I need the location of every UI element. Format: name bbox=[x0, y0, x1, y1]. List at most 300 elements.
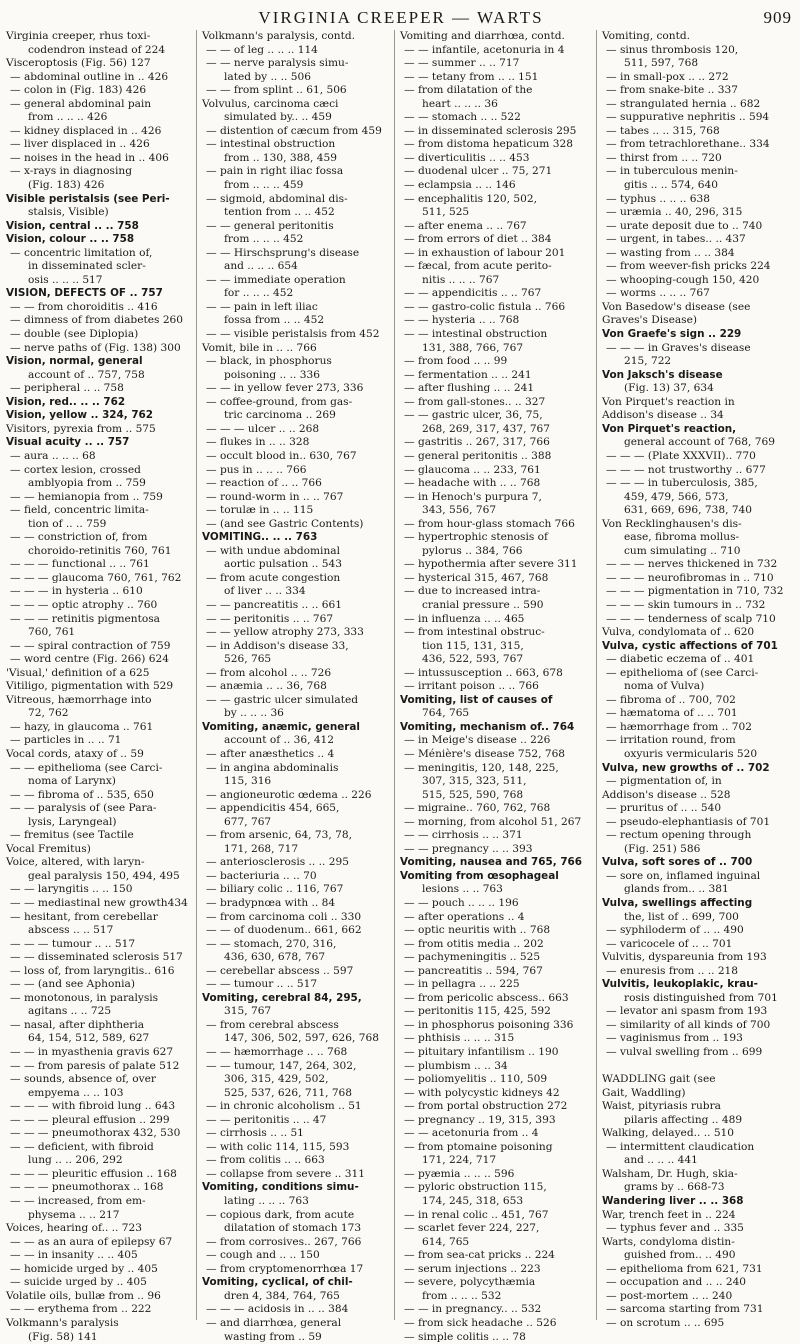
index-subentry: — — tumour, 147, 264, 302, bbox=[202, 1060, 388, 1074]
index-subentry: — pain in right iliac fossa bbox=[202, 165, 388, 179]
index-subentry: (Fig. 251) 586 bbox=[602, 843, 796, 857]
index-subentry: — — hemianopia from .. 759 bbox=[6, 491, 190, 505]
index-subentry: — in tuberculous menin- bbox=[602, 165, 796, 179]
index-entry: Visceroptosis (Fig. 56) 127 bbox=[6, 57, 190, 71]
index-entry: Vocal Fremitus) bbox=[6, 843, 190, 857]
index-subentry: 215, 722 bbox=[602, 355, 796, 369]
index-subentry: 268, 269, 317, 437, 767 bbox=[400, 423, 590, 437]
index-subentry: — pregnancy .. 19, 315, 393 bbox=[400, 1114, 590, 1128]
index-subentry: — — — in tuberculosis, 385, bbox=[602, 477, 796, 491]
index-subentry: — — laryngitis .. .. 150 bbox=[6, 883, 190, 897]
index-subentry: — torulæ in .. .. 115 bbox=[202, 504, 388, 518]
column-rule bbox=[596, 30, 597, 1320]
index-subentry: — pruritus of .. .. 540 bbox=[602, 802, 796, 816]
index-subentry: grams by .. 668-73 bbox=[602, 1181, 796, 1195]
index-subentry: — — — tumour .. .. 517 bbox=[6, 938, 190, 952]
index-subentry: — pigmentation of, in bbox=[602, 775, 796, 789]
index-subentry: — duodenal ulcer .. 75, 271 bbox=[400, 165, 590, 179]
index-subentry: — sore on, inflamed inguinal bbox=[602, 870, 796, 884]
index-subentry: — poliomyelitis .. 110, 509 bbox=[400, 1073, 590, 1087]
index-subentry: — typhus .. .. .. 638 bbox=[602, 193, 796, 207]
index-subentry: 760, 761 bbox=[6, 626, 190, 640]
index-entry: Visual acuity .. .. 757 bbox=[6, 436, 190, 450]
index-subentry: — intussusception .. 663, 678 bbox=[400, 667, 590, 681]
index-subentry: — — — pneumothorax .. 168 bbox=[6, 1181, 190, 1195]
index-subentry: — epithelioma of (see Carci- bbox=[602, 667, 796, 681]
index-entry: Virginia creeper, rhus toxi- bbox=[6, 30, 190, 44]
index-subentry: 343, 556, 767 bbox=[400, 504, 590, 518]
index-subentry: — pancreatitis .. 594, 767 bbox=[400, 965, 590, 979]
index-subentry: — appendicitis 454, 665, bbox=[202, 802, 388, 816]
index-entry: Vulva, new growths of .. 702 bbox=[602, 762, 796, 776]
index-subentry: — — — acidosis in .. .. 384 bbox=[202, 1303, 388, 1317]
index-subentry: — peritonitis 115, 425, 592 bbox=[400, 1005, 590, 1019]
index-subentry: 171, 268, 717 bbox=[202, 843, 388, 857]
index-subentry: — pyloric obstruction 115, bbox=[400, 1181, 590, 1195]
index-subentry: — levator ani spasm from 193 bbox=[602, 1005, 796, 1019]
index-subentry: — double (see Diplopia) bbox=[6, 328, 190, 342]
index-subentry: — bradypnœa with .. 84 bbox=[202, 897, 388, 911]
index-subentry: 115, 316 bbox=[202, 775, 388, 789]
index-subentry: — suppurative nephritis .. 594 bbox=[602, 111, 796, 125]
index-subentry: — in Addison's disease 33, bbox=[202, 640, 388, 654]
index-subentry: — — general peritonitis bbox=[202, 220, 388, 234]
index-subentry: pilaris affecting .. 489 bbox=[602, 1114, 796, 1128]
index-entry: Addison's disease .. 34 bbox=[602, 409, 796, 423]
index-subentry: — from dilatation of the bbox=[400, 84, 590, 98]
index-subentry: — hæmatoma of .. .. 701 bbox=[602, 707, 796, 721]
index-subentry: 315, 767 bbox=[202, 1005, 388, 1019]
index-entry: Vision, normal, general bbox=[6, 355, 190, 369]
index-subentry: — headache with .. .. 768 bbox=[400, 477, 590, 491]
index-entry: Von Jaksch's disease bbox=[602, 369, 796, 383]
index-subentry: — migraine.. 760, 762, 768 bbox=[400, 802, 590, 816]
index-subentry: — in influenza .. .. 465 bbox=[400, 613, 590, 627]
column-rule bbox=[394, 30, 395, 1320]
index-subentry: — from tetrachlorethane.. 334 bbox=[602, 138, 796, 152]
index-subentry: geal paralysis 150, 494, 495 bbox=[6, 870, 190, 884]
index-subentry: — with polycystic kidneys 42 bbox=[400, 1087, 590, 1101]
index-entry: Vomiting, cerebral 84, 295, bbox=[202, 992, 388, 1006]
index-subentry: tion 115, 131, 315, bbox=[400, 640, 590, 654]
index-subentry: and .. .. .. 441 bbox=[602, 1154, 796, 1168]
index-subentry: — vulval swelling from .. 699 bbox=[602, 1046, 796, 1060]
index-subentry: — syphiloderm of .. .. 490 bbox=[602, 924, 796, 938]
index-subentry: — optic neuritis with .. 768 bbox=[400, 924, 590, 938]
index-subentry: — after anæsthetics .. 4 bbox=[202, 748, 388, 762]
index-subentry: oxyuris vermicularis 520 bbox=[602, 748, 796, 762]
index-subentry: — biliary colic .. 116, 767 bbox=[202, 883, 388, 897]
running-header bbox=[10, 8, 792, 28]
index-entry: Wandering liver .. .. 368 bbox=[602, 1195, 796, 1209]
index-subentry: — from food .. .. 99 bbox=[400, 355, 590, 369]
index-subentry: — in small-pox .. .. 272 bbox=[602, 71, 796, 85]
index-subentry: ease, fibroma mollus- bbox=[602, 531, 796, 545]
index-subentry: — — — nerves thickened in 732 bbox=[602, 558, 796, 572]
index-entry: VISION, DEFECTS OF .. 757 bbox=[6, 287, 190, 301]
index-subentry: — in pellagra .. .. 225 bbox=[400, 978, 590, 992]
index-subentry: — vaginismus from .. 193 bbox=[602, 1032, 796, 1046]
index-subentry: — aura .. .. .. 68 bbox=[6, 450, 190, 464]
index-subentry: — enuresis from .. .. 218 bbox=[602, 965, 796, 979]
index-subentry: — cerebellar abscess .. 597 bbox=[202, 965, 388, 979]
index-entry: Vomiting, nausea and 765, 766 bbox=[400, 856, 590, 870]
index-entry: Walking, delayed.. .. 510 bbox=[602, 1127, 796, 1141]
index-subentry: — occupation and .. .. 240 bbox=[602, 1276, 796, 1290]
index-subentry: — suicide urged by .. 405 bbox=[6, 1276, 190, 1290]
index-subentry: — dimness of from diabetes 260 bbox=[6, 314, 190, 328]
index-subentry: — — — (Plate XXXVII).. 770 bbox=[602, 450, 796, 464]
index-subentry: — hesitant, from cerebellar bbox=[6, 911, 190, 925]
index-column-2 bbox=[202, 30, 388, 1320]
index-subentry: — — pain in left iliac bbox=[202, 301, 388, 315]
index-subentry: — cirrhosis .. .. 51 bbox=[202, 1127, 388, 1141]
index-subentry: — noises in the head in .. 406 bbox=[6, 152, 190, 166]
index-subentry: — from portal obstruction 272 bbox=[400, 1100, 590, 1114]
index-subentry: 72, 762 bbox=[6, 707, 190, 721]
index-subentry: — from sea-cat pricks .. 224 bbox=[400, 1249, 590, 1263]
index-subentry: — — — pneumothorax 432, 530 bbox=[6, 1127, 190, 1141]
index-entry: Vision, yellow .. 324, 762 bbox=[6, 409, 190, 423]
index-subentry: — — peritonitis .. .. 767 bbox=[202, 613, 388, 627]
index-subentry: — — constriction of, from bbox=[6, 531, 190, 545]
index-subentry: — occult blood in.. 630, 767 bbox=[202, 450, 388, 464]
index-subentry: — — hysteria .. .. 768 bbox=[400, 314, 590, 328]
index-subentry: — from corrosives.. 267, 766 bbox=[202, 1236, 388, 1250]
index-subentry: — flukes in .. .. 328 bbox=[202, 436, 388, 450]
index-entry: Vomiting, anæmic, general bbox=[202, 721, 388, 735]
index-entry: War, trench feet in .. 224 bbox=[602, 1209, 796, 1223]
index-entry: WADDLING gait (see bbox=[602, 1073, 796, 1087]
index-subentry: — in renal colic .. 451, 767 bbox=[400, 1209, 590, 1223]
index-entry: Vomiting from œsophageal bbox=[400, 870, 590, 884]
index-subentry: — pachymeningitis .. 525 bbox=[400, 951, 590, 965]
index-subentry: — in Henoch's purpura 7, bbox=[400, 491, 590, 505]
index-subentry: tric carcinoma .. 269 bbox=[202, 409, 388, 423]
index-subentry: — sigmoid, abdominal dis- bbox=[202, 193, 388, 207]
index-subentry: poisoning .. .. 336 bbox=[202, 369, 388, 383]
index-subentry: — — mediastinal new growth434 bbox=[6, 897, 190, 911]
index-entry: Von Recklinghausen's dis- bbox=[602, 518, 796, 532]
index-subentry: lated by .. .. 506 bbox=[202, 71, 388, 85]
index-subentry: — simple colitis .. .. 78 bbox=[400, 1331, 590, 1344]
index-subentry: — — peritonitis .. .. 47 bbox=[202, 1114, 388, 1128]
index-subentry: gitis .. .. 574, 640 bbox=[602, 179, 796, 193]
index-subentry: — — visible peristalsis from 452 bbox=[202, 328, 388, 342]
index-subentry: — — paralysis of (see Para- bbox=[6, 802, 190, 816]
index-entry: Vulva, cystic affections of 701 bbox=[602, 640, 796, 654]
index-subentry: — after operations .. 4 bbox=[400, 911, 590, 925]
index-subentry: 174, 245, 318, 653 bbox=[400, 1195, 590, 1209]
index-entry bbox=[602, 1060, 796, 1074]
index-subentry: — — pouch .. .. .. 196 bbox=[400, 897, 590, 911]
index-subentry: amblyopia from .. 759 bbox=[6, 477, 190, 491]
index-column-3 bbox=[400, 30, 590, 1320]
index-subentry: cranial pressure .. 590 bbox=[400, 599, 590, 613]
index-subentry: — — of leg .. .. .. 114 bbox=[202, 44, 388, 58]
index-subentry: — uræmia .. 40, 296, 315 bbox=[602, 206, 796, 220]
index-subentry: — — — pigmentation in 710, 732 bbox=[602, 585, 796, 599]
index-subentry: — — — glaucoma 760, 761, 762 bbox=[6, 572, 190, 586]
column-rule bbox=[196, 30, 197, 1320]
index-subentry: — post-mortem .. .. 240 bbox=[602, 1290, 796, 1304]
index-subentry: — — summer .. .. 717 bbox=[400, 57, 590, 71]
index-subentry: — — nerve paralysis simu- bbox=[202, 57, 388, 71]
index-subentry: — — increased, from em- bbox=[6, 1195, 190, 1209]
index-subentry: — scarlet fever 224, 227, bbox=[400, 1222, 590, 1236]
index-subentry: — — gastric ulcer simulated bbox=[202, 694, 388, 708]
index-subentry: — — as an aura of epilepsy 67 bbox=[6, 1236, 190, 1250]
index-subentry: — after flushing .. .. 241 bbox=[400, 382, 590, 396]
index-subentry: — nerve paths of (Fig. 138) 300 bbox=[6, 342, 190, 356]
index-subentry: — — cirrhosis .. .. 371 bbox=[400, 829, 590, 843]
index-subentry: — glaucoma .. .. 233, 761 bbox=[400, 464, 590, 478]
index-subentry: — Ménière's disease 752, 768 bbox=[400, 748, 590, 762]
index-subentry: — — stomach .. .. 522 bbox=[400, 111, 590, 125]
index-subentry: — from arsenic, 64, 73, 78, bbox=[202, 829, 388, 843]
index-entry: Vulva, swellings affecting bbox=[602, 897, 796, 911]
index-subentry: — diverticulitis .. .. 453 bbox=[400, 152, 590, 166]
index-subentry: — tabes .. .. 315, 768 bbox=[602, 125, 796, 139]
index-subentry: heart .. .. .. 36 bbox=[400, 98, 590, 112]
index-subentry: of liver .. .. 334 bbox=[202, 585, 388, 599]
index-subentry: — from hour-glass stomach 766 bbox=[400, 518, 590, 532]
index-subentry: tion of .. .. 759 bbox=[6, 518, 190, 532]
index-subentry: — — in pregnancy.. .. 532 bbox=[400, 1303, 590, 1317]
index-entry: Visitors, pyrexia from .. 575 bbox=[6, 423, 190, 437]
index-subentry: — — intestinal obstruction bbox=[400, 328, 590, 342]
index-entry: Vulvitis, leukoplakic, krau- bbox=[602, 978, 796, 992]
index-subentry: — — tetany from .. .. 151 bbox=[400, 71, 590, 85]
index-subentry: — phthisis .. .. .. 315 bbox=[400, 1032, 590, 1046]
index-subentry: — (and see Gastric Contents) bbox=[202, 518, 388, 532]
index-subentry: — — — retinitis pigmentosa bbox=[6, 613, 190, 627]
index-subentry: from .. .. .. 459 bbox=[202, 179, 388, 193]
index-subentry: — hypothermia after severe 311 bbox=[400, 558, 590, 572]
index-subentry: — — — optic atrophy .. 760 bbox=[6, 599, 190, 613]
index-entry: Vulvitis, dyspareunia from 193 bbox=[602, 951, 796, 965]
index-subentry: 631, 669, 696, 738, 740 bbox=[602, 504, 796, 518]
index-entry: Von Graefe's sign .. 229 bbox=[602, 328, 796, 342]
index-subentry: — from errors of diet .. 384 bbox=[400, 233, 590, 247]
index-subentry: — wasting from .. .. 384 bbox=[602, 247, 796, 261]
index-entry: Voices, hearing of.. .. 723 bbox=[6, 1222, 190, 1236]
index-subentry: — cortex lesion, crossed bbox=[6, 464, 190, 478]
index-subentry: — — infantile, acetonuria in 4 bbox=[400, 44, 590, 58]
index-subentry: — plumbism .. .. 34 bbox=[400, 1060, 590, 1074]
index-subentry: — whooping-cough 150, 420 bbox=[602, 274, 796, 288]
index-entry: Vomiting and diarrhœa, contd. bbox=[400, 30, 590, 44]
index-subentry: — — disseminated sclerosis 517 bbox=[6, 951, 190, 965]
index-subentry: — coffee-ground, from gas- bbox=[202, 396, 388, 410]
index-subentry: — — — pleural effusion .. 299 bbox=[6, 1114, 190, 1128]
index-subentry: — from cryptomenorrhœa 17 bbox=[202, 1263, 388, 1277]
index-subentry: 764, 765 bbox=[400, 707, 590, 721]
index-subentry: pylorus .. 384, 766 bbox=[400, 545, 590, 559]
index-entry: Visible peristalsis (see Peri- bbox=[6, 193, 190, 207]
index-subentry: — general peritonitis .. 388 bbox=[400, 450, 590, 464]
index-subentry: — — gastro-colic fistula .. 766 bbox=[400, 301, 590, 315]
index-subentry: — strangulated hernia .. 682 bbox=[602, 98, 796, 112]
index-subentry: — irritant poison .. .. 766 bbox=[400, 680, 590, 694]
index-subentry: — in Meige's disease .. 226 bbox=[400, 734, 590, 748]
index-entry: Waist, pityriasis rubra bbox=[602, 1100, 796, 1114]
index-subentry: 436, 522, 593, 767 bbox=[400, 653, 590, 667]
index-subentry: lung .. .. 206, 292 bbox=[6, 1154, 190, 1168]
index-column-1 bbox=[6, 30, 190, 1320]
index-subentry: by .. .. .. 36 bbox=[202, 707, 388, 721]
index-subentry: — eclampsia .. .. 146 bbox=[400, 179, 590, 193]
index-subentry: — sarcoma starting from 731 bbox=[602, 1303, 796, 1317]
index-subentry: 511, 597, 768 bbox=[602, 57, 796, 71]
index-subentry: — from cerebral abscess bbox=[202, 1019, 388, 1033]
index-subentry: — meningitis, 120, 148, 225, bbox=[400, 762, 590, 776]
index-subentry: — pseudo-elephantiasis of 701 bbox=[602, 816, 796, 830]
index-subentry: empyema .. .. 103 bbox=[6, 1087, 190, 1101]
index-subentry: — hazy, in glaucoma .. 761 bbox=[6, 721, 190, 735]
index-subentry: — — yellow atrophy 273, 333 bbox=[202, 626, 388, 640]
index-subentry: — — epithelioma (see Carci- bbox=[6, 762, 190, 776]
index-subentry: — — Hirschsprung's disease bbox=[202, 247, 388, 261]
index-entry: Addison's disease .. 528 bbox=[602, 789, 796, 803]
index-subentry: fossa from .. .. 452 bbox=[202, 314, 388, 328]
index-subentry: osis .. .. .. 517 bbox=[6, 274, 190, 288]
index-entry: Gait, Waddling) bbox=[602, 1087, 796, 1101]
index-subentry: — colon in (Fig. 183) 426 bbox=[6, 84, 190, 98]
index-subentry: 677, 767 bbox=[202, 816, 388, 830]
index-subentry: — round-worm in .. .. 767 bbox=[202, 491, 388, 505]
index-subentry: the, list of .. 699, 700 bbox=[602, 911, 796, 925]
index-subentry: — black, in phosphorus bbox=[202, 355, 388, 369]
index-subentry: — — erythema from .. 222 bbox=[6, 1303, 190, 1317]
index-subentry: — morning, from alcohol 51, 267 bbox=[400, 816, 590, 830]
index-subentry: — epithelioma from 621, 731 bbox=[602, 1263, 796, 1277]
index-subentry: — with colic 114, 115, 593 bbox=[202, 1141, 388, 1155]
index-entry: Warts, condyloma distin- bbox=[602, 1236, 796, 1250]
index-subentry: wasting from .. 59 bbox=[202, 1331, 388, 1344]
index-subentry: — from snake-bite .. 337 bbox=[602, 84, 796, 98]
index-subentry: — field, concentric limita- bbox=[6, 504, 190, 518]
index-subentry: — liver displaced in .. 426 bbox=[6, 138, 190, 152]
index-subentry: — from alcohol .. .. 726 bbox=[202, 667, 388, 681]
index-subentry: guished from.. .. 490 bbox=[602, 1249, 796, 1263]
index-entry: Vision, central .. .. 758 bbox=[6, 220, 190, 234]
index-subentry: — from intestinal obstruc- bbox=[400, 626, 590, 640]
index-subentry: general account of 768, 769 bbox=[602, 436, 796, 450]
index-subentry: — — — in Graves's disease bbox=[602, 342, 796, 356]
index-subentry: — general abdominal pain bbox=[6, 98, 190, 112]
index-subentry: — — — tenderness of scalp 710 bbox=[602, 613, 796, 627]
index-subentry: — in chronic alcoholism .. 51 bbox=[202, 1100, 388, 1114]
index-subentry: — — pancreatitis .. .. 661 bbox=[202, 599, 388, 613]
index-entry: Volkmann's paralysis bbox=[6, 1317, 190, 1331]
index-subentry: account of .. 36, 412 bbox=[202, 734, 388, 748]
index-subentry: — x-rays in diagnosing bbox=[6, 165, 190, 179]
index-subentry: (Fig. 183) 426 bbox=[6, 179, 190, 193]
index-subentry: — — pregnancy .. .. 393 bbox=[400, 843, 590, 857]
index-subentry: — in exhaustion of labour 201 bbox=[400, 247, 590, 261]
index-subentry: — diabetic eczema of .. 401 bbox=[602, 653, 796, 667]
index-entry: Von Basedow's disease (see bbox=[602, 301, 796, 315]
index-subentry: — and diarrhœa, general bbox=[202, 1317, 388, 1331]
index-subentry: — — — functional .. .. 761 bbox=[6, 558, 190, 572]
index-subentry: — anteriosclerosis .. .. 295 bbox=[202, 856, 388, 870]
index-subentry: — peripheral .. .. 758 bbox=[6, 382, 190, 396]
index-subentry: — from colitis .. .. 663 bbox=[202, 1154, 388, 1168]
index-subentry: — from distoma hepaticum 328 bbox=[400, 138, 590, 152]
index-subentry: — monotonous, in paralysis bbox=[6, 992, 190, 1006]
index-subentry: — — in insanity .. .. 405 bbox=[6, 1249, 190, 1263]
page-number: 909 bbox=[764, 8, 793, 28]
index-subentry: — — from splint .. 61, 506 bbox=[202, 84, 388, 98]
index-subentry: 511, 525 bbox=[400, 206, 590, 220]
index-subentry: — from carcinoma coli .. 330 bbox=[202, 911, 388, 925]
index-subentry: — — fibroma of .. 535, 650 bbox=[6, 789, 190, 803]
index-subentry: — thirst from .. .. 720 bbox=[602, 152, 796, 166]
index-subentry: 525, 537, 626, 711, 768 bbox=[202, 1087, 388, 1101]
index-subentry: 147, 306, 502, 597, 626, 768 bbox=[202, 1032, 388, 1046]
index-entry: Vision, red.. .. .. 762 bbox=[6, 396, 190, 410]
index-subentry: codendron instead of 224 bbox=[6, 44, 190, 58]
index-subentry: for .. .. .. 452 bbox=[202, 287, 388, 301]
index-subentry: — pus in .. .. .. 766 bbox=[202, 464, 388, 478]
index-subentry: 307, 315, 323, 511, bbox=[400, 775, 590, 789]
index-subentry: 614, 765 bbox=[400, 1236, 590, 1250]
index-subentry: — reaction of .. .. 766 bbox=[202, 477, 388, 491]
index-entry: Vision, colour .. .. 758 bbox=[6, 233, 190, 247]
index-subentry: — — in yellow fever 273, 336 bbox=[202, 382, 388, 396]
index-entry: Von Pirquet's reaction, bbox=[602, 423, 796, 437]
index-subentry: — nasal, after diphtheria bbox=[6, 1019, 190, 1033]
index-subentry: from .. .. .. 452 bbox=[202, 233, 388, 247]
index-subentry: tention from .. .. 452 bbox=[202, 206, 388, 220]
index-subentry: 526, 765 bbox=[202, 653, 388, 667]
index-subentry: — urgent, in tabes.. .. 437 bbox=[602, 233, 796, 247]
index-entry: Vulva, condylomata of .. 620 bbox=[602, 626, 796, 640]
index-subentry: cum simulating .. 710 bbox=[602, 545, 796, 559]
index-subentry: — from otitis media .. 202 bbox=[400, 938, 590, 952]
index-entry: Vocal cords, ataxy of .. 59 bbox=[6, 748, 190, 762]
index-subentry: — in phosphorus poisoning 336 bbox=[400, 1019, 590, 1033]
index-entry: VOMITING.. .. .. 763 bbox=[202, 531, 388, 545]
index-subentry: — collapse from severe .. 311 bbox=[202, 1168, 388, 1182]
index-entry: Vulva, soft sores of .. 700 bbox=[602, 856, 796, 870]
index-subentry: — from sick headache .. 526 bbox=[400, 1317, 590, 1331]
index-subentry: — fibroma of .. 700, 702 bbox=[602, 694, 796, 708]
index-subentry: — encephalitis 120, 502, bbox=[400, 193, 590, 207]
index-subentry: and .. .. .. 654 bbox=[202, 260, 388, 274]
index-subentry: — concentric limitation of, bbox=[6, 247, 190, 261]
index-subentry: — sounds, absence of, over bbox=[6, 1073, 190, 1087]
index-subentry: 131, 388, 766, 767 bbox=[400, 342, 590, 356]
index-subentry: — typhus fever and .. 335 bbox=[602, 1222, 796, 1236]
index-subentry: — severe, polycythæmia bbox=[400, 1276, 590, 1290]
index-subentry: 436, 630, 678, 767 bbox=[202, 951, 388, 965]
index-subentry: lesions .. .. 763 bbox=[400, 883, 590, 897]
index-subentry: 64, 154, 512, 589, 627 bbox=[6, 1032, 190, 1046]
index-subentry: — — (and see Aphonia) bbox=[6, 978, 190, 992]
index-subentry: stalsis, Visible) bbox=[6, 206, 190, 220]
index-subentry: — bacteriuria .. .. 70 bbox=[202, 870, 388, 884]
index-subentry: — — of duodenum.. 661, 662 bbox=[202, 924, 388, 938]
index-subentry: from .. 130, 388, 459 bbox=[202, 152, 388, 166]
index-subentry: lating .. .. .. 763 bbox=[202, 1195, 388, 1209]
index-entry: Walsham, Dr. Hugh, skia- bbox=[602, 1168, 796, 1182]
index-subentry: dren 4, 384, 764, 765 bbox=[202, 1290, 388, 1304]
index-subentry: — with undue abdominal bbox=[202, 545, 388, 559]
index-subentry: — from weever-fish pricks 224 bbox=[602, 260, 796, 274]
index-entry: Vomiting, mechanism of.. 764 bbox=[400, 721, 590, 735]
